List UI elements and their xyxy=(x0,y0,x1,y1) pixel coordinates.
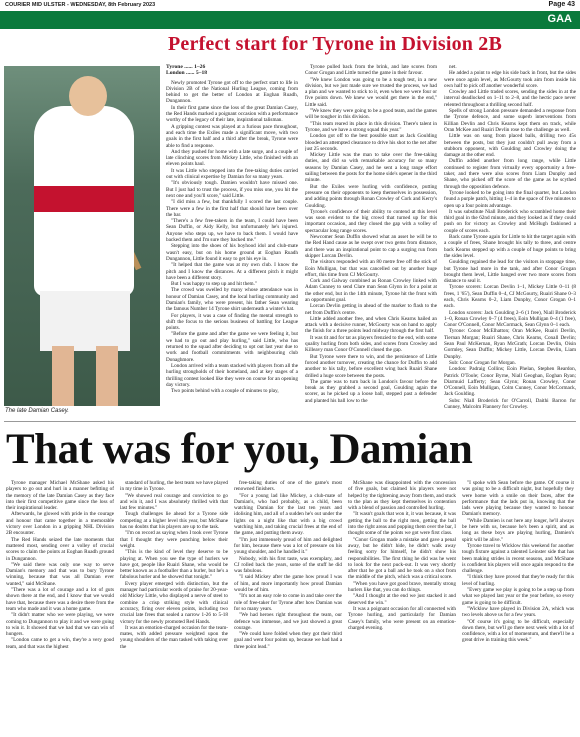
paragraph: But Tyrone were there to win, and the persistence of Little forced another turnover, creating the chance for Duffin to add another to his tally, before excellent wing back Ruairi Shane drilled a huge score between the posts. xyxy=(305,353,437,379)
paragraph: It was an emotion-charged occasion for the team-mates, with added pressure weighted upon the young shoulders of the man tasked with taking over the xyxy=(120,624,228,650)
score-tyrone: Tyrone ...... 1–26 xyxy=(166,64,206,70)
paragraph: He added a point to edge his side back in front, but the sides were once again level, as McGourty took aim from inside his own half to pick off another wonderful score. xyxy=(444,70,576,89)
paragraph: "It wasn't goals that won it, it was because, it was getting the ball to the right men, getting the ball into the right areas and popping them over the bar, I thought some of the points we got were first class. xyxy=(348,511,456,537)
paragraph: For players, it was a case of finding the mental strength to shift the focus to the serious business of battling for League points. xyxy=(166,312,298,332)
page-number: Page 43 xyxy=(548,1,575,8)
paragraph: "I'm on record as saying when I took over Tyrone that I thought they were punching below their weight. xyxy=(120,530,228,549)
paragraph: Back came Tyrone again for Little to hit the target again with a couple of frees, Shane brought his tally to three, and centre back Kearns stepped up with a couple of huge points to bring the sides level. xyxy=(444,234,576,259)
paragraph: Crowley and Little traded scores, sending the sides in at the interval deadlocked on 1–11 to 2–8, and the hectic pace never relented throughout a thrilling second half. xyxy=(444,89,576,108)
player-photo xyxy=(4,66,160,406)
paragraph: It was a poignant occasion for all connected with Tyrone hurling, and particularly for Damian Casey's family, who were present on an emotion-charged evening. xyxy=(348,605,456,631)
paragraph: Subs: Niall Broderick for O'Carroll, Daithi Barron for Cunney, Malcolm Flannery for Crowley. xyxy=(444,397,576,411)
paragraph: "I spoke with Sean before the game. Of course it was going to be a difficult night, but hopefully they were home with a smile on their faces, after the performance that the lads put in, knowing that the lads were playing because they wanted to honour Damian's memory. xyxy=(462,480,574,518)
paragraph: Duffin added another from long range, while Little continued to register from virtually every opportunity a free-taker, and there were also scores from Liam Dunphy and Shane, who picked off the score of the game as he scythed through the opposition defence. xyxy=(444,158,576,190)
paragraph: "It helped that the game was at my own club. I know the pitch and I know the distances. At a different pitch it might have been a different story. xyxy=(166,262,298,281)
paragraph: Stepping into the shoes of his boyhood idol and club-mate wasn't easy, but on his home ground at Eoghan Ruadh Dungannon, Little found it easy to get his eye in. xyxy=(166,243,298,262)
paragraph: The game was to turn back in London's favour before the break as they grabbed a second goal, Goulding again the scorer, as he picked up a loose ball, stepped past a defender and planted his ball low to the xyxy=(305,378,437,404)
jersey-stripe xyxy=(34,186,134,212)
paragraph: Tyrone pulled back from the brink, and late scores from Conor Grogan and Little turned the game in their favour. xyxy=(305,64,437,77)
paragraph: "There was a lot of courage and a lot of guts shown there at the end, and I know that we would have that, because there was a desire there from the team who made and it was a home game. xyxy=(6,587,114,612)
paragraph: London got off to the best possible start as Jack Goulding blooded an attempted clearance to drive his shot to the net after just 25 seconds. xyxy=(305,133,437,152)
paragraph: "There's a few free-takers in the team, I could have been Sean Duffin, or Aidy Kelly, but unfortunately he's injured. Anyone who steps up, we have to back them. I would have backed them and I'm sure they backed me." xyxy=(166,218,298,244)
paragraph: "We said there was only one way to serve Damian's memory and that was to bury Tyrone winning, because that was all Damian ever wanted," said McShane. xyxy=(6,561,114,587)
paragraph: But I was happy to step up and hit them." xyxy=(171,281,257,288)
paragraph: "I think they have proved that they're ready for this level of hurling. xyxy=(462,574,574,587)
story2-column-1 xyxy=(6,480,114,732)
paragraph: "Before the game and after the game we were feeling it, but we had to go out and play hurling," said Little, who has returned to the squad after deciding to opt out last year due to work and football commitments with neighbouring club Donaghmore. xyxy=(166,331,298,363)
paragraph: "Conor Grogan made a mistake and gave a penal away, but he didn't hide, he didn't walk away feeling sorry for himself, he didn't show his responsibilities. The first thing he did was he went to look for the next puck-out. It was very shortly after that he got a ball and he took on a shot from the middle of the pitch, which was a critical score. xyxy=(348,536,456,581)
leg-shape xyxy=(96,346,118,406)
paragraph: Tyrone travel to Wicklow this weekend for another tough fixture against a talented Leinster side that has been making strides in recent seasons, and McShane is confident his players will once again respond to the challenge. xyxy=(462,542,574,575)
paragraph: Afterwards, he glowed with pride in the courage and honour that came together in a memorable victory over London in a gripping NHL Division 2B encounter. xyxy=(6,511,114,537)
paragraph: Cork and Galway combined as Ronan Crowley linked with Adam Cunney to send Clare man Sean Glynn in for a point at the other end, but in the 14th minute, Tyrone hit the front with an opportunist goal. xyxy=(305,278,437,303)
paragraph: Newcomer Sean Duffin showed what an asset he will be to the Red Hand cause as he swept over two gems from distance, and there was an inspirational point to cap a surging run from skipper Lorcan Devlin. xyxy=(305,234,437,259)
paragraph: "We could have folded when they got their third goal and went four points up, because we had had a three point lead." xyxy=(234,631,342,650)
paragraph: Lorcan Devlin getting in ahead of the marker to flash to the net from Duffin's centre. xyxy=(305,303,437,316)
paragraph: free-taking duties of one of the game's most renowned finishers. xyxy=(234,480,342,493)
paragraph: "When you have got good brave, mentally strong hurlers like that, you can do things. xyxy=(348,580,456,594)
paragraph: "I'm just immensely proud of him and delighted for him, because there was a lot of pressure on his young shoulder, and he handled it." xyxy=(234,536,342,556)
paragraph: The Red Hands seized the late moments that mattered most, sending over a volley of crucial scores to claim the points at Eoghan Ruadh ground in Dungannon. xyxy=(6,536,114,562)
paragraph: Sub: Conor Grogan for Morgan. xyxy=(449,359,516,366)
paragraph: "This team reared its place in this division. There's talent in Tyrone, and we have a strong squad this year." xyxy=(305,120,437,133)
page-header xyxy=(0,0,580,10)
paragraph: "It's not an easy role to come in and take over the role of free-taker for Tyrone after how Damian was for so many years. xyxy=(234,593,342,612)
paragraph: "It's obviously tough. Damien wouldn't have missed one. But I just had to trust the process, if you miss one, you hit the next one and you'll score," said Little. xyxy=(166,180,298,199)
paragraph: Tyrone scorers: Lorcan Devlin 1–1, Mickey Little 0–11 (8 frees, 1 '65'), Sean Duffin 0–4, CJ McGourty, Ruairi Shane 0–3 each, Chris Kearns 0–2, Liam Dunphy, Conor Grogan 0–1 each. xyxy=(444,284,576,310)
paragraph: "Every game we play is going to be a step up from what we played last year or the year before, so every game is going to be difficult. xyxy=(462,587,574,606)
story1-headline: Perfect start for Tyrone in Division 2B xyxy=(168,33,503,55)
paragraph: London scorers: Jack Goulding 2–6 (1 free), Niall Broderick 1–0, Ronan Crowley 0–7 (4 frees), Eoin Mulligan 0–4 (1 free), Conor O'Connell, Conor McCormack, Sean Glynn 0–1 each. xyxy=(444,309,576,329)
paragraph: And they pushed for home with a late surge, and a couple of late clinching scores from Mickey Little, who finished with an eleven points haul. xyxy=(166,148,298,168)
story2-headline: That was for you, Damian xyxy=(6,426,473,473)
story1-column-3 xyxy=(444,64,576,416)
paragraph: In their first game since the loss of the great Damian Casey, the Red Hands marked a poignant occasion with a performance worthy of the legacy of their late, inspirational talisman. xyxy=(166,104,298,124)
paragraph: standard of hurling, the best team we have played in my time in Tyrone. xyxy=(120,480,228,493)
paragraph: "We had heroes right throughout the team, our defence was immense, and we just showed a great courage. xyxy=(234,612,342,631)
paragraph: "We showed real courage and conviction to go and win it, and I was absolutely thrilled with that last few minutes." xyxy=(120,492,228,512)
paragraph: London arrived with a team stacked with players from all the hurling strongholds of their homeland, and at key stages of a thrilling contest looked like they were on course for an opening day victory. xyxy=(166,362,298,388)
paragraph: Two points behind with a couple of minutes to play, xyxy=(171,388,279,395)
paragraph: "It didn't matter who we were playing, we were coming to Dungannon to play it and we were going to win it. It showed that we had that we can win of hungers. xyxy=(6,612,114,638)
paragraph: A gripping contest was played at a furious pace throughout, and each time the Exiles made a significant move, with two goals in the first half and a third after the break, Tyrone were able to find a response. xyxy=(166,123,298,149)
paragraph: Spells of strong London pressure demanded a response from the Tyrone defence, and some superb interventions from Killian Devlin and Chris Kearns kept them on track, while Oran McKee and Ruairi Devlin rose to the challenge as well. xyxy=(444,108,576,133)
paragraph: Tyrone's confidence of their ability to contend at this level was soon evident to the big crowd that turned up for this important occasion, and they closed the gap with a volley of spectacular long range scores. xyxy=(305,208,437,234)
head-shape xyxy=(69,76,107,116)
paragraph: "I did miss a few, but thankfully I scored the last couple. There were a few in the first half that should have been over the bar. xyxy=(166,199,298,218)
photo-caption: The late Damian Casey. xyxy=(5,408,69,414)
story1-column-1 xyxy=(166,64,298,416)
paragraph: London: Padraig Collins; Eoin Phelan, Stephen Reardon, Patrick O'Toole; Conor Byrne, Niall Geoghan, Eoghan Ryan; Diarmuid Lafferty; Sean Glynn; Ronan Crowley, Conor O'Connell, Eoin Mulligan, Colm Cunney, Conor McCormack, Jack Goulding. xyxy=(444,366,576,398)
paragraph: Tough challenges lie ahead for a Tyrone side competing at a higher level this year, but McShane has no doubts that his players are up to the task. xyxy=(120,511,228,531)
paragraph: Goulding regained the lead for the visitors in stoppage time, but Tyrone had more in the tank, and after Conor Grogan brought them level, Little banged over two more scores from distance to seal it. xyxy=(444,259,576,285)
paragraph: "We knew London was going to be a tough test, in a new division, but we just made sure we trusted the process, we had a plan and we wanted to stick to it, even when we were four or five points down. We knew we would get there in the end," Little said. xyxy=(305,76,437,108)
section-banner xyxy=(0,11,580,29)
score-london: London ...... 5–18 xyxy=(166,70,208,77)
paragraph: "While Damien is not here any longer, he'll always be here with us, because he's been a spirit, and as long as these boys are playing hurling, Damien's spirit will be alive." xyxy=(462,517,574,543)
paragraph: McShane was disappointed with the concession of five goals, but claimed his players were not helped by the tightening away from them, and stuck to the plan as they kept themselves in contention with a blend of passion and controlled hurling. xyxy=(348,480,456,512)
paragraph: net. xyxy=(449,64,457,70)
paragraph: It was substitute Niall Broderick who scrambled home their third goal in the 62nd minute, and they looked as if they could push on for victory as Crowley and McHugh fashioned a couple of scores each. xyxy=(444,208,576,234)
paragraph: "This is the kind of level they deserve to be playing at. When you see the type of hurlers we have got, people like Ruairi Shane, who would be better known as a footballer than a hurler, but he's a fabulous hurler and he showed that tonight." xyxy=(120,549,228,581)
story2-column-2 xyxy=(120,480,228,732)
paragraph: "We knew they were going to be a good team, and the games will be tougher in this division. xyxy=(305,108,437,121)
paragraph: But the Exiles were hurling with confidence, putting pressure on their opponents to keep themselves in possession, and adding points through Ronan Crowley of Cork and Kerry's Goulding. xyxy=(305,183,437,209)
paragraph: Little was on song from placed balls, drilling two 45s between the posts, but they just couldn't pull away from a stubborn opponent, with Goulding and Crowley doing the damage at the other end. xyxy=(444,133,576,159)
paragraph: The visitors responded with an 80 metre free off the stick of Eoin Mulligan, but that was cancelled out by another huge effort, this time from CJ McGourty. xyxy=(305,259,437,278)
paragraph: Tyrone looked to be going into the final quarter, but London found a purple patch, hitting 1–4 in the space of five minutes to open up a four points advantage. xyxy=(444,189,576,209)
story2-column-5 xyxy=(462,480,574,732)
paragraph: "London came to get a win, they're a very good team, and that was the highest xyxy=(6,637,114,650)
leg-shape xyxy=(52,346,74,406)
story1-column-2 xyxy=(305,64,437,416)
paragraph: "And I thought at the end we just stacked it and deserved the win." xyxy=(348,593,456,606)
paragraph: Tyrone manager Michael McShane asked his players to go out and hurl in a manner befitting of the memory of the late Damian Casey as they face into their first competitive game since the loss of their inspirational leader. xyxy=(6,480,114,512)
paragraph: Little added another free, and when Chris Kearns hailed an attack with a decisive runner, McGourty was on hand to apply the finish for a three points lead midway through the first half. xyxy=(305,315,437,335)
publication-date-line: COURIER MID ULSTER - WEDNESDAY, 8th February 2023 xyxy=(5,2,156,8)
paragraph: It was Little who stepped into the free-taking duties carried out with clinical expertise by Damian for so many years. xyxy=(166,167,298,181)
paragraph: "For a young lad like Mickey, a club-mate of Damian's, who had probably, as a child, been watching Damian for the last ten years and idolising him, and all of a sudden he's out under the lights on a night like that with a big crowd watching him, and taking crucial frees at the end of the game, and putting them away. xyxy=(234,492,342,537)
section-label: GAA xyxy=(547,13,572,25)
paragraph: Newly promoted Tyrone got off to the perfect start to life in Division 2B of the National Hurling League, coming from behind to get the better of London at Eoghan Ruadh, Dungannon. xyxy=(166,79,298,105)
paragraph: Mickey Little was the man to take over the free-taking duties, and did so with remarkable accuracy for so many seasons by Damian Casey, and he sent a long range effort sailing between the posts for the home side's opener in the third minute. xyxy=(305,152,437,184)
shorts-shape xyxy=(40,291,130,351)
paragraph: "I said Mickey after the game how proud I was of him, and more importantly how proud Damian would be of him. xyxy=(234,574,342,594)
paragraph: "Wicklow have played in Division 2A, which was two levels above us for a few years. xyxy=(462,605,574,619)
story2-column-3 xyxy=(234,480,342,732)
paragraph: Tyrone: Conor McElhatton; Oran McKee, Ruairi Devlin, Tiernan Morgan; Ruairi Shane, Chris Kearns, Conall Devlin; Sean Paul McKernan, Ryan McGrath; Lorcan Devlin, Oisin Gormley, Sean Duffin; Mickey Little, Lorcan Devlin, Liam Dunphy. xyxy=(444,328,576,360)
paragraph: Every player emerged with distinction, but the manager had particular words of praise for 20-year-old Mickey Little, who displayed a nerve of steel to combine a crisp striking style with clinical accuracy, firing over eleven points, including two crucial late frees that sealed a narrow 1-26 to 5-18 victory for the newly promoted Red Hands. xyxy=(120,580,228,625)
story2-column-4 xyxy=(348,480,456,732)
paragraph: Nobody, with his first taste, was exemplary, and CJ rolled back the years, some of the stuff he did was fabulous. xyxy=(234,555,342,575)
paragraph: "Of course it's going to be difficult, especially down there, but we'll go there next week with a lot of confidence, with a lot of momentum, and there'll be a great drive in training this week." xyxy=(462,618,574,644)
paragraph: It was tit and for tat as players frenzied to the end, with some quality hurling from both sides, and scores from Crowley and Killeavy man Conor O'Connell closed the gap. xyxy=(305,334,437,354)
story-divider xyxy=(4,421,576,422)
paragraph: The crowd was swelled by many whose attendance was in honour of Damian Casey, and the local hurling community and Damian's family, who were present, his father Sean wearing the famous Number 14 Tyrone shirt underneath a winter's hat. xyxy=(166,287,298,313)
